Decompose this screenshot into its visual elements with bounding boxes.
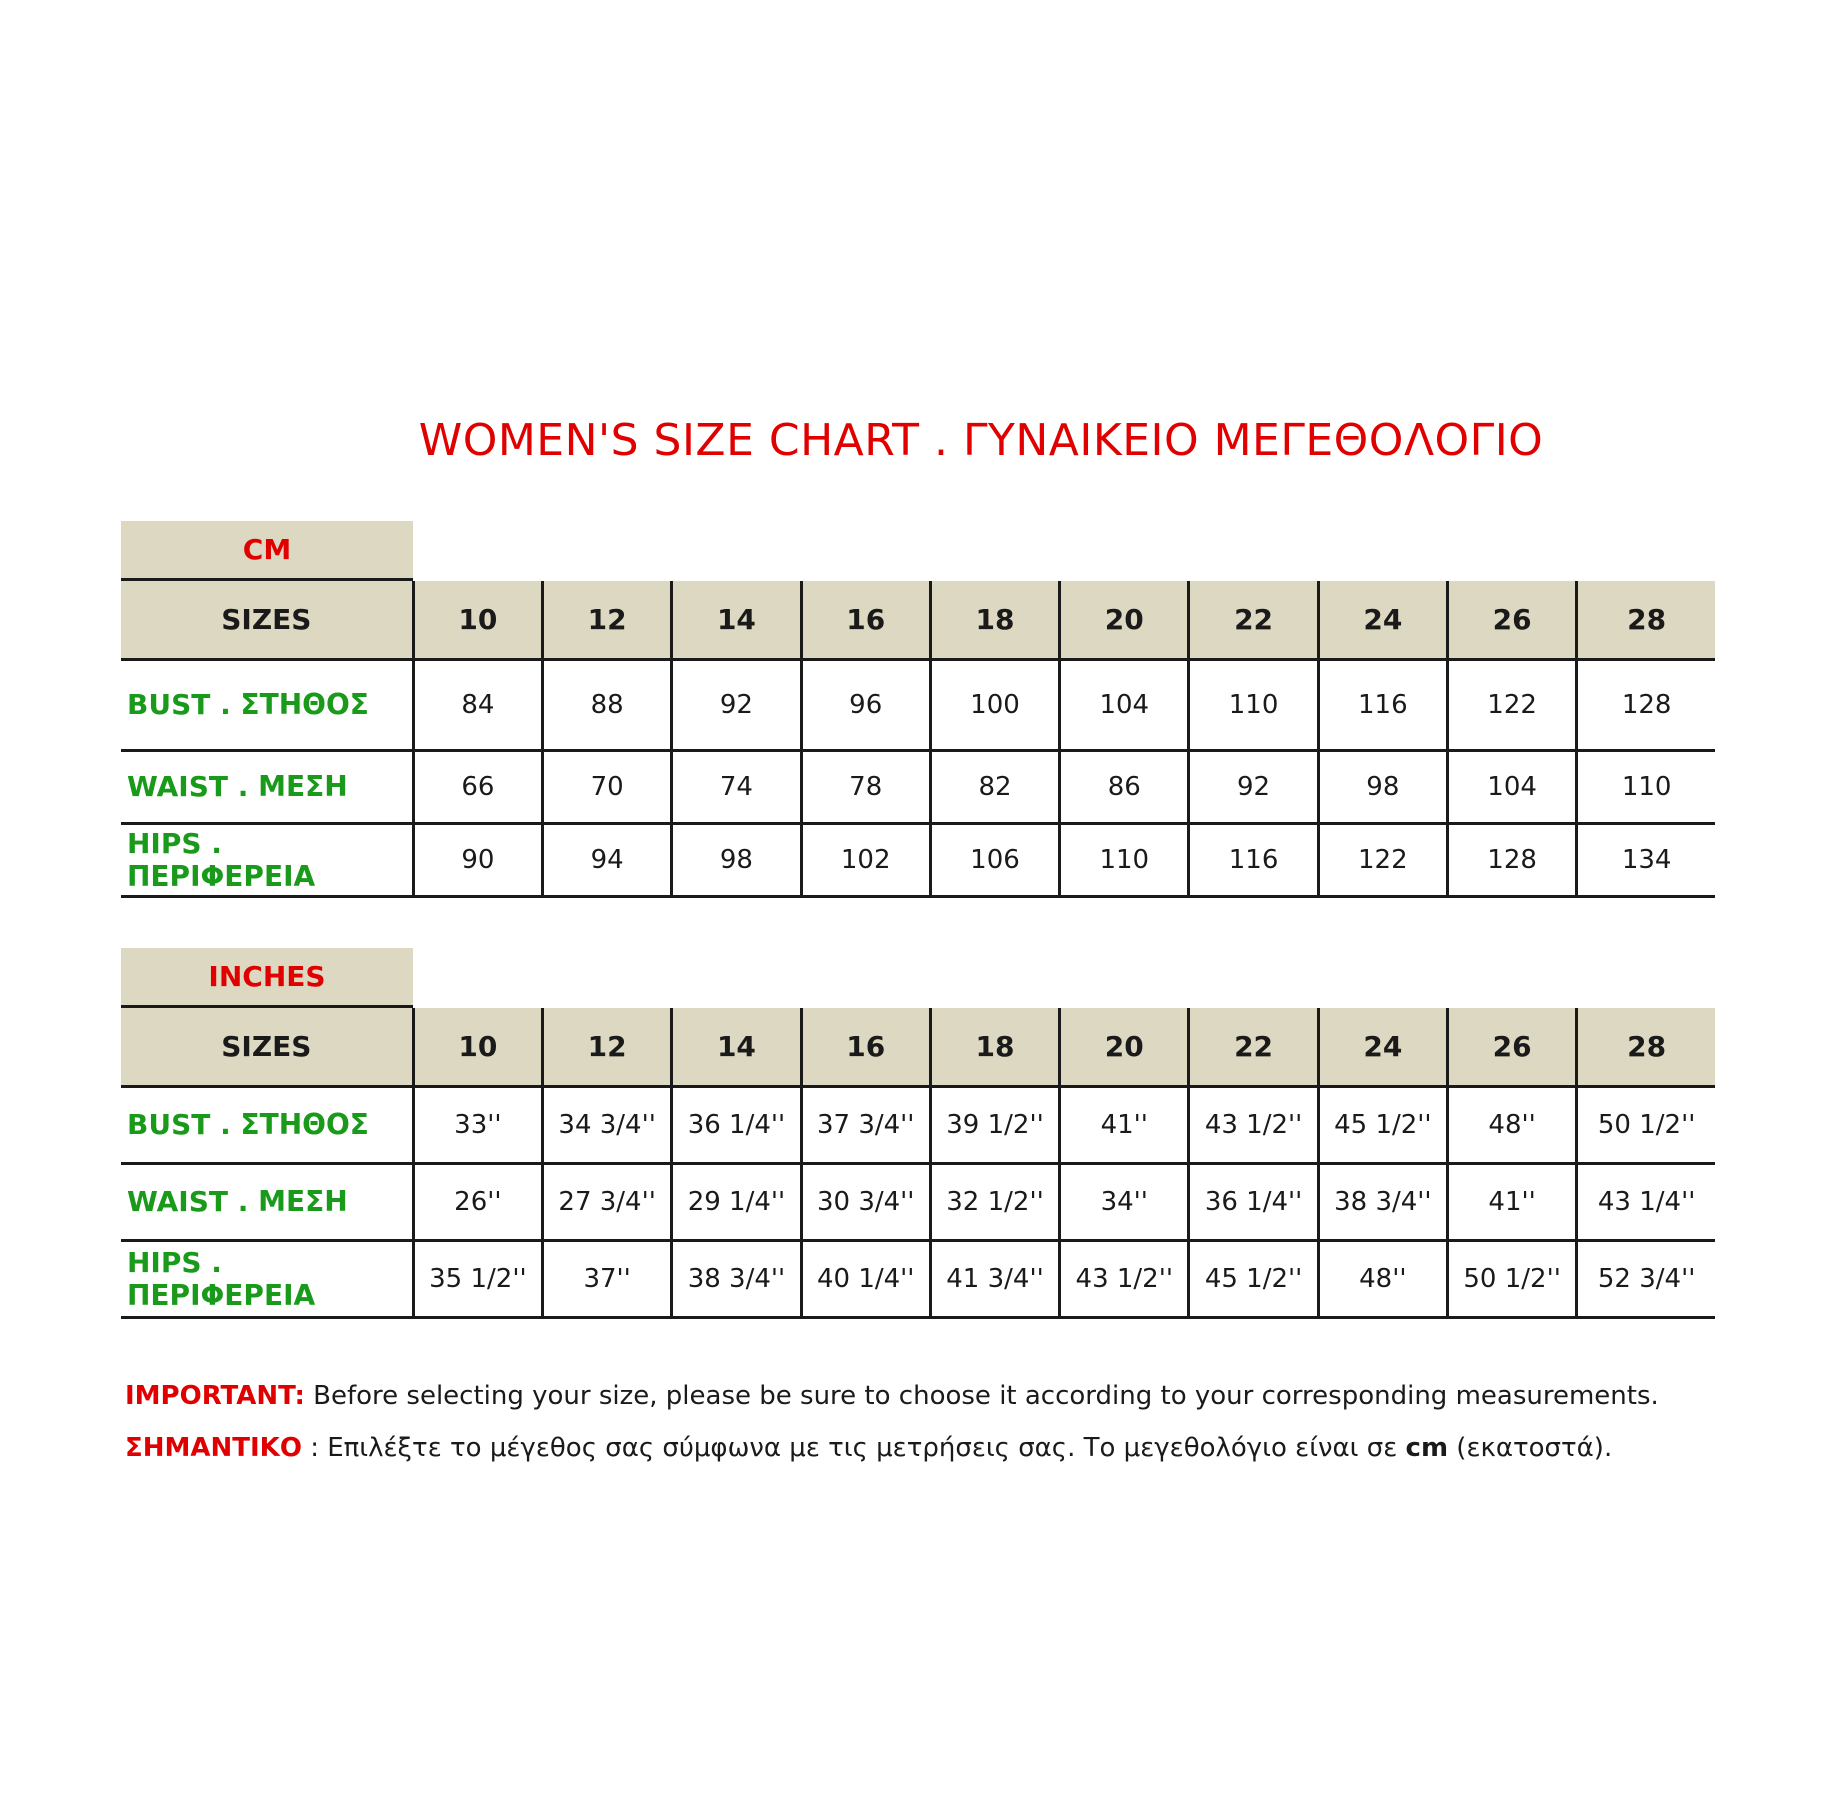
table-cell: 128 <box>1447 823 1576 896</box>
table-cell: 90 <box>413 823 542 896</box>
size-header: 22 <box>1189 581 1318 659</box>
table-row-bust <box>121 659 1715 750</box>
table-cell: 38 3/4'' <box>672 1240 801 1317</box>
greek-unit: cm <box>1405 1433 1449 1463</box>
page-title: WOMEN'S SIZE CHART . ΓΥΝΑΙΚΕΙΟ ΜΕΓΕΘΟΛΟΓΙΟ <box>418 415 1544 466</box>
size-header: 18 <box>930 581 1059 659</box>
greek-text-before: : Επιλέξτε το μέγεθος σας σύμφωνα με τις μετρήσεις σας. Το μεγεθολόγιο είναι σε <box>301 1433 1406 1463</box>
table-row-waist <box>121 750 1715 823</box>
table-cell: 134 <box>1577 823 1715 896</box>
table-cell: 40 1/4'' <box>801 1240 930 1317</box>
unit-tab-cm: CM <box>121 521 413 581</box>
table-cell: 43 1/4'' <box>1577 1163 1715 1240</box>
greek-important-label: ΣΗΜΑΝΤΙΚΟ <box>125 1433 302 1463</box>
table-cell: 36 1/4'' <box>1189 1163 1318 1240</box>
sizes-header: SIZES <box>121 581 413 659</box>
size-header: 20 <box>1060 1008 1189 1086</box>
size-header: 12 <box>543 581 672 659</box>
greek-text-after: (εκατοστά). <box>1448 1433 1613 1463</box>
table-cell: 104 <box>1447 750 1576 823</box>
table-cell: 102 <box>801 823 930 896</box>
table-cell: 116 <box>1189 823 1318 896</box>
size-header: 14 <box>672 1008 801 1086</box>
table-cell: 70 <box>543 750 672 823</box>
table-cell: 78 <box>801 750 930 823</box>
table-cell: 37 3/4'' <box>801 1086 930 1163</box>
size-header: 24 <box>1318 581 1447 659</box>
size-header: 10 <box>413 581 542 659</box>
table-cell: 27 3/4'' <box>543 1163 672 1240</box>
row-label: BUST . ΣΤΗΘΟΣ <box>121 1086 413 1163</box>
table-cell: 45 1/2'' <box>1189 1240 1318 1317</box>
sizes-header: SIZES <box>121 1008 413 1086</box>
size-notes <box>125 1370 1725 1474</box>
table-cell: 29 1/4'' <box>672 1163 801 1240</box>
inches-size-table <box>121 1008 1715 1319</box>
table-cell: 34 3/4'' <box>543 1086 672 1163</box>
table-cell: 98 <box>672 823 801 896</box>
inches-size-section <box>121 948 1715 1319</box>
size-header: 28 <box>1577 581 1715 659</box>
table-row-hips <box>121 1240 1715 1317</box>
table-row-bust <box>121 1086 1715 1163</box>
table-cell: 43 1/2'' <box>1189 1086 1318 1163</box>
table-cell: 84 <box>413 659 542 750</box>
table-cell: 88 <box>543 659 672 750</box>
size-header: 14 <box>672 581 801 659</box>
important-note-gr <box>125 1422 1725 1474</box>
size-header: 20 <box>1060 581 1189 659</box>
table-cell: 50 1/2'' <box>1447 1240 1576 1317</box>
table-cell: 45 1/2'' <box>1318 1086 1447 1163</box>
table-cell: 92 <box>672 659 801 750</box>
table-cell: 74 <box>672 750 801 823</box>
row-label: HIPS . ΠΕΡΙΦΕΡΕΙΑ <box>121 823 413 896</box>
table-cell: 43 1/2'' <box>1060 1240 1189 1317</box>
size-header: 16 <box>801 1008 930 1086</box>
table-cell: 110 <box>1577 750 1715 823</box>
table-cell: 41 3/4'' <box>930 1240 1059 1317</box>
table-cell: 48'' <box>1447 1086 1576 1163</box>
table-cell: 96 <box>801 659 930 750</box>
table-cell: 32 1/2'' <box>930 1163 1059 1240</box>
size-header: 16 <box>801 581 930 659</box>
table-cell: 41'' <box>1060 1086 1189 1163</box>
cm-size-table <box>121 581 1715 898</box>
table-row-hips <box>121 823 1715 896</box>
unit-tab-inches: INCHES <box>121 948 413 1008</box>
table-row-waist <box>121 1163 1715 1240</box>
table-cell: 33'' <box>413 1086 542 1163</box>
size-header: 24 <box>1318 1008 1447 1086</box>
table-cell: 98 <box>1318 750 1447 823</box>
table-cell: 34'' <box>1060 1163 1189 1240</box>
row-label: HIPS . ΠΕΡΙΦΕΡΕΙΑ <box>121 1240 413 1317</box>
cm-size-section <box>121 521 1715 898</box>
table-cell: 122 <box>1318 823 1447 896</box>
table-cell: 122 <box>1447 659 1576 750</box>
table-cell: 86 <box>1060 750 1189 823</box>
table-cell: 52 3/4'' <box>1577 1240 1715 1317</box>
size-header: 26 <box>1447 581 1576 659</box>
row-label: BUST . ΣΤΗΘΟΣ <box>121 659 413 750</box>
table-cell: 110 <box>1189 659 1318 750</box>
row-label: WAIST . ΜΕΣΗ <box>121 750 413 823</box>
size-header: 26 <box>1447 1008 1576 1086</box>
row-label: WAIST . ΜΕΣΗ <box>121 1163 413 1240</box>
table-cell: 41'' <box>1447 1163 1576 1240</box>
size-header: 28 <box>1577 1008 1715 1086</box>
table-header-row <box>121 1008 1715 1086</box>
table-cell: 100 <box>930 659 1059 750</box>
size-header: 10 <box>413 1008 542 1086</box>
table-cell: 92 <box>1189 750 1318 823</box>
table-cell: 30 3/4'' <box>801 1163 930 1240</box>
table-cell: 48'' <box>1318 1240 1447 1317</box>
table-cell: 104 <box>1060 659 1189 750</box>
size-header: 22 <box>1189 1008 1318 1086</box>
size-header: 18 <box>930 1008 1059 1086</box>
table-cell: 110 <box>1060 823 1189 896</box>
table-cell: 128 <box>1577 659 1715 750</box>
important-label: IMPORTANT: <box>125 1381 305 1411</box>
important-note-en <box>125 1370 1725 1422</box>
table-cell: 38 3/4'' <box>1318 1163 1447 1240</box>
table-cell: 39 1/2'' <box>930 1086 1059 1163</box>
table-cell: 116 <box>1318 659 1447 750</box>
table-cell: 36 1/4'' <box>672 1086 801 1163</box>
table-cell: 106 <box>930 823 1059 896</box>
important-text: Before selecting your size, please be sure to choose it according to your corresponding measurements. <box>304 1381 1659 1411</box>
table-cell: 82 <box>930 750 1059 823</box>
table-header-row <box>121 581 1715 659</box>
table-cell: 26'' <box>413 1163 542 1240</box>
table-cell: 35 1/2'' <box>413 1240 542 1317</box>
table-cell: 66 <box>413 750 542 823</box>
table-cell: 37'' <box>543 1240 672 1317</box>
size-header: 12 <box>543 1008 672 1086</box>
table-cell: 50 1/2'' <box>1577 1086 1715 1163</box>
table-cell: 94 <box>543 823 672 896</box>
